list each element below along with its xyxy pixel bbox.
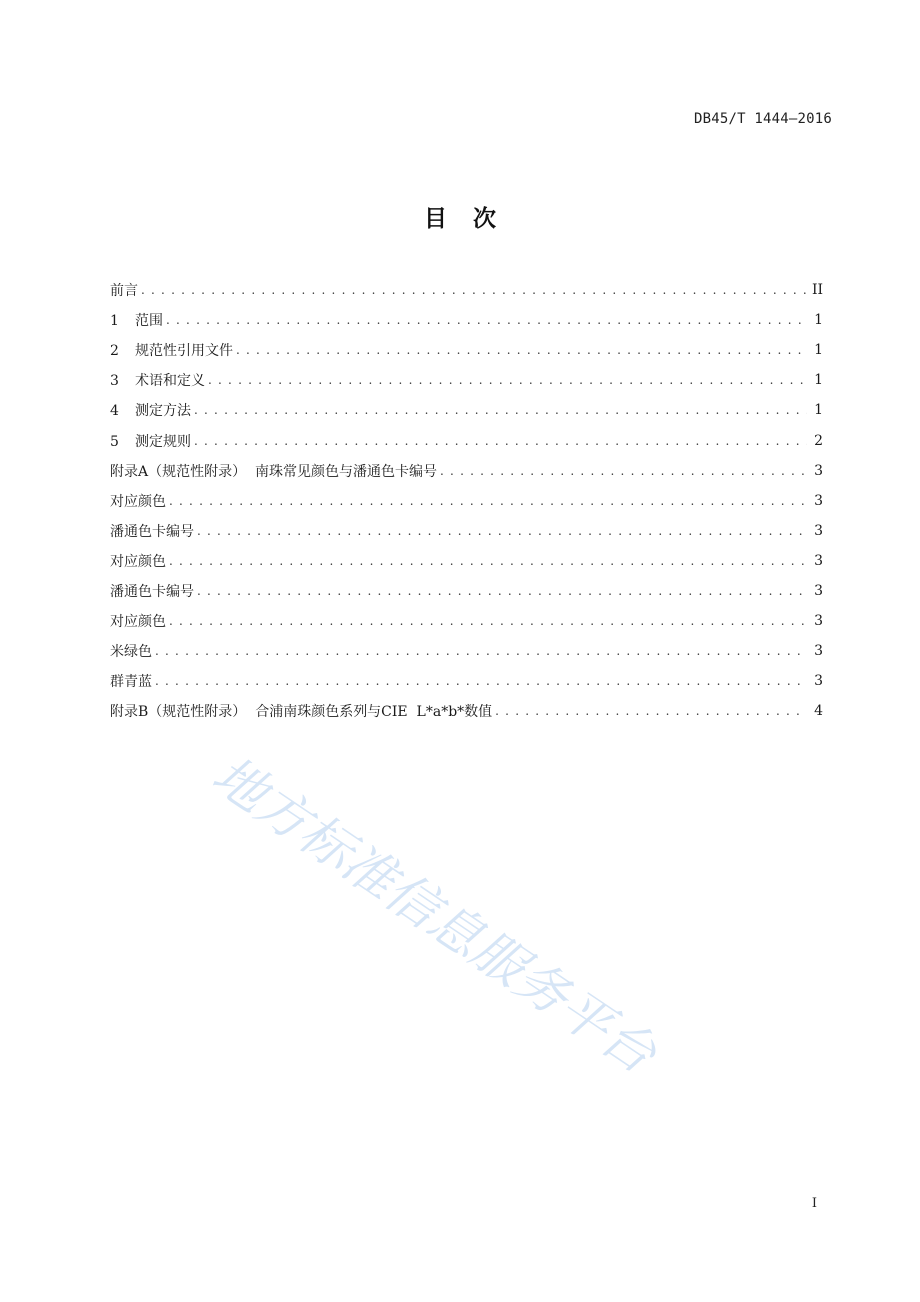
toc-entry-label: 米绿色	[110, 644, 152, 661]
toc-entry-label: 2 规范性引用文件	[110, 343, 233, 360]
toc-entry-page: 3	[814, 492, 823, 509]
toc-entry-label: 群青蓝	[110, 674, 152, 691]
toc-entry-label: 4 测定方法	[110, 403, 191, 420]
toc-entry-page: 4	[814, 703, 823, 720]
table-of-contents	[110, 275, 823, 726]
toc-entry-page: 3	[814, 643, 823, 660]
title-char-1: 目	[424, 206, 447, 232]
toc-leader-dots	[155, 675, 807, 687]
toc-entry-label: 3 术语和定义	[110, 373, 205, 390]
toc-entry-number: 3	[110, 373, 119, 390]
toc-entry[interactable]	[110, 395, 823, 425]
toc-leader-dots	[194, 404, 807, 416]
toc-entry-page: 3	[814, 582, 823, 599]
title-char-2: 次	[473, 206, 496, 232]
toc-entry-page: 1	[814, 402, 823, 419]
toc-entry[interactable]	[110, 666, 823, 696]
toc-entry-label: 潘通色卡编号	[110, 523, 194, 540]
toc-leader-dots	[194, 435, 807, 447]
toc-leader-dots	[166, 314, 807, 326]
toc-entry-label: 对应颜色	[110, 493, 166, 510]
watermark: 地方标准信息服务平台	[201, 745, 667, 1086]
toc-leader-dots	[141, 284, 806, 296]
toc-entry-label: 附录B（规范性附录） 合浦南珠颜色系列与CIE L*a*b*数值	[110, 704, 493, 721]
toc-leader-dots	[155, 645, 807, 657]
toc-leader-dots	[495, 705, 807, 717]
toc-entry-page: 3	[814, 522, 823, 539]
toc-entry-page: 2	[814, 432, 823, 449]
toc-entry-label: 附录A（规范性附录） 南珠常见颜色与潘通色卡编号	[110, 463, 438, 480]
toc-entry-number: 1	[110, 313, 119, 330]
toc-entry[interactable]	[110, 275, 823, 305]
toc-entry-number: 2	[110, 343, 119, 360]
toc-entry[interactable]	[110, 486, 823, 516]
toc-entry-label: 前言	[110, 283, 138, 300]
page-title	[0, 200, 920, 233]
toc-leader-dots	[197, 525, 807, 537]
page-number: I	[811, 1196, 817, 1211]
toc-entry-page: II	[811, 282, 823, 299]
toc-entry-label: 5 测定规则	[110, 433, 191, 450]
toc-entry-label: 潘通色卡编号	[110, 583, 194, 600]
toc-entry[interactable]	[110, 305, 823, 335]
toc-entry[interactable]	[110, 606, 823, 636]
toc-entry-page: 3	[814, 462, 823, 479]
toc-entry-page: 3	[814, 613, 823, 630]
toc-entry[interactable]	[110, 335, 823, 365]
toc-entry-page: 1	[814, 342, 823, 359]
toc-entry-page: 3	[814, 673, 823, 690]
toc-entry-page: 3	[814, 552, 823, 569]
toc-entry-page: 1	[814, 312, 823, 329]
toc-entry-page: 1	[814, 372, 823, 389]
toc-entry[interactable]	[110, 456, 823, 486]
toc-entry[interactable]	[110, 636, 823, 666]
toc-leader-dots	[440, 465, 807, 477]
toc-entry-label: 1 范围	[110, 313, 163, 330]
toc-entry[interactable]	[110, 516, 823, 546]
toc-entry[interactable]	[110, 696, 823, 726]
toc-leader-dots	[169, 615, 807, 627]
toc-entry[interactable]	[110, 546, 823, 576]
toc-leader-dots	[169, 495, 807, 507]
toc-entry-label: 对应颜色	[110, 614, 166, 631]
toc-leader-dots	[197, 585, 807, 597]
toc-leader-dots	[169, 555, 807, 567]
toc-entry-number: 4	[110, 403, 119, 420]
toc-entry-label: 对应颜色	[110, 553, 166, 570]
toc-entry[interactable]	[110, 576, 823, 606]
toc-leader-dots	[236, 344, 807, 356]
toc-leader-dots	[208, 374, 807, 386]
toc-entry[interactable]	[110, 425, 823, 455]
standard-code: DB45/T 1444—2016	[693, 111, 832, 127]
toc-entry-number: 5	[110, 433, 119, 450]
toc-entry[interactable]	[110, 365, 823, 395]
